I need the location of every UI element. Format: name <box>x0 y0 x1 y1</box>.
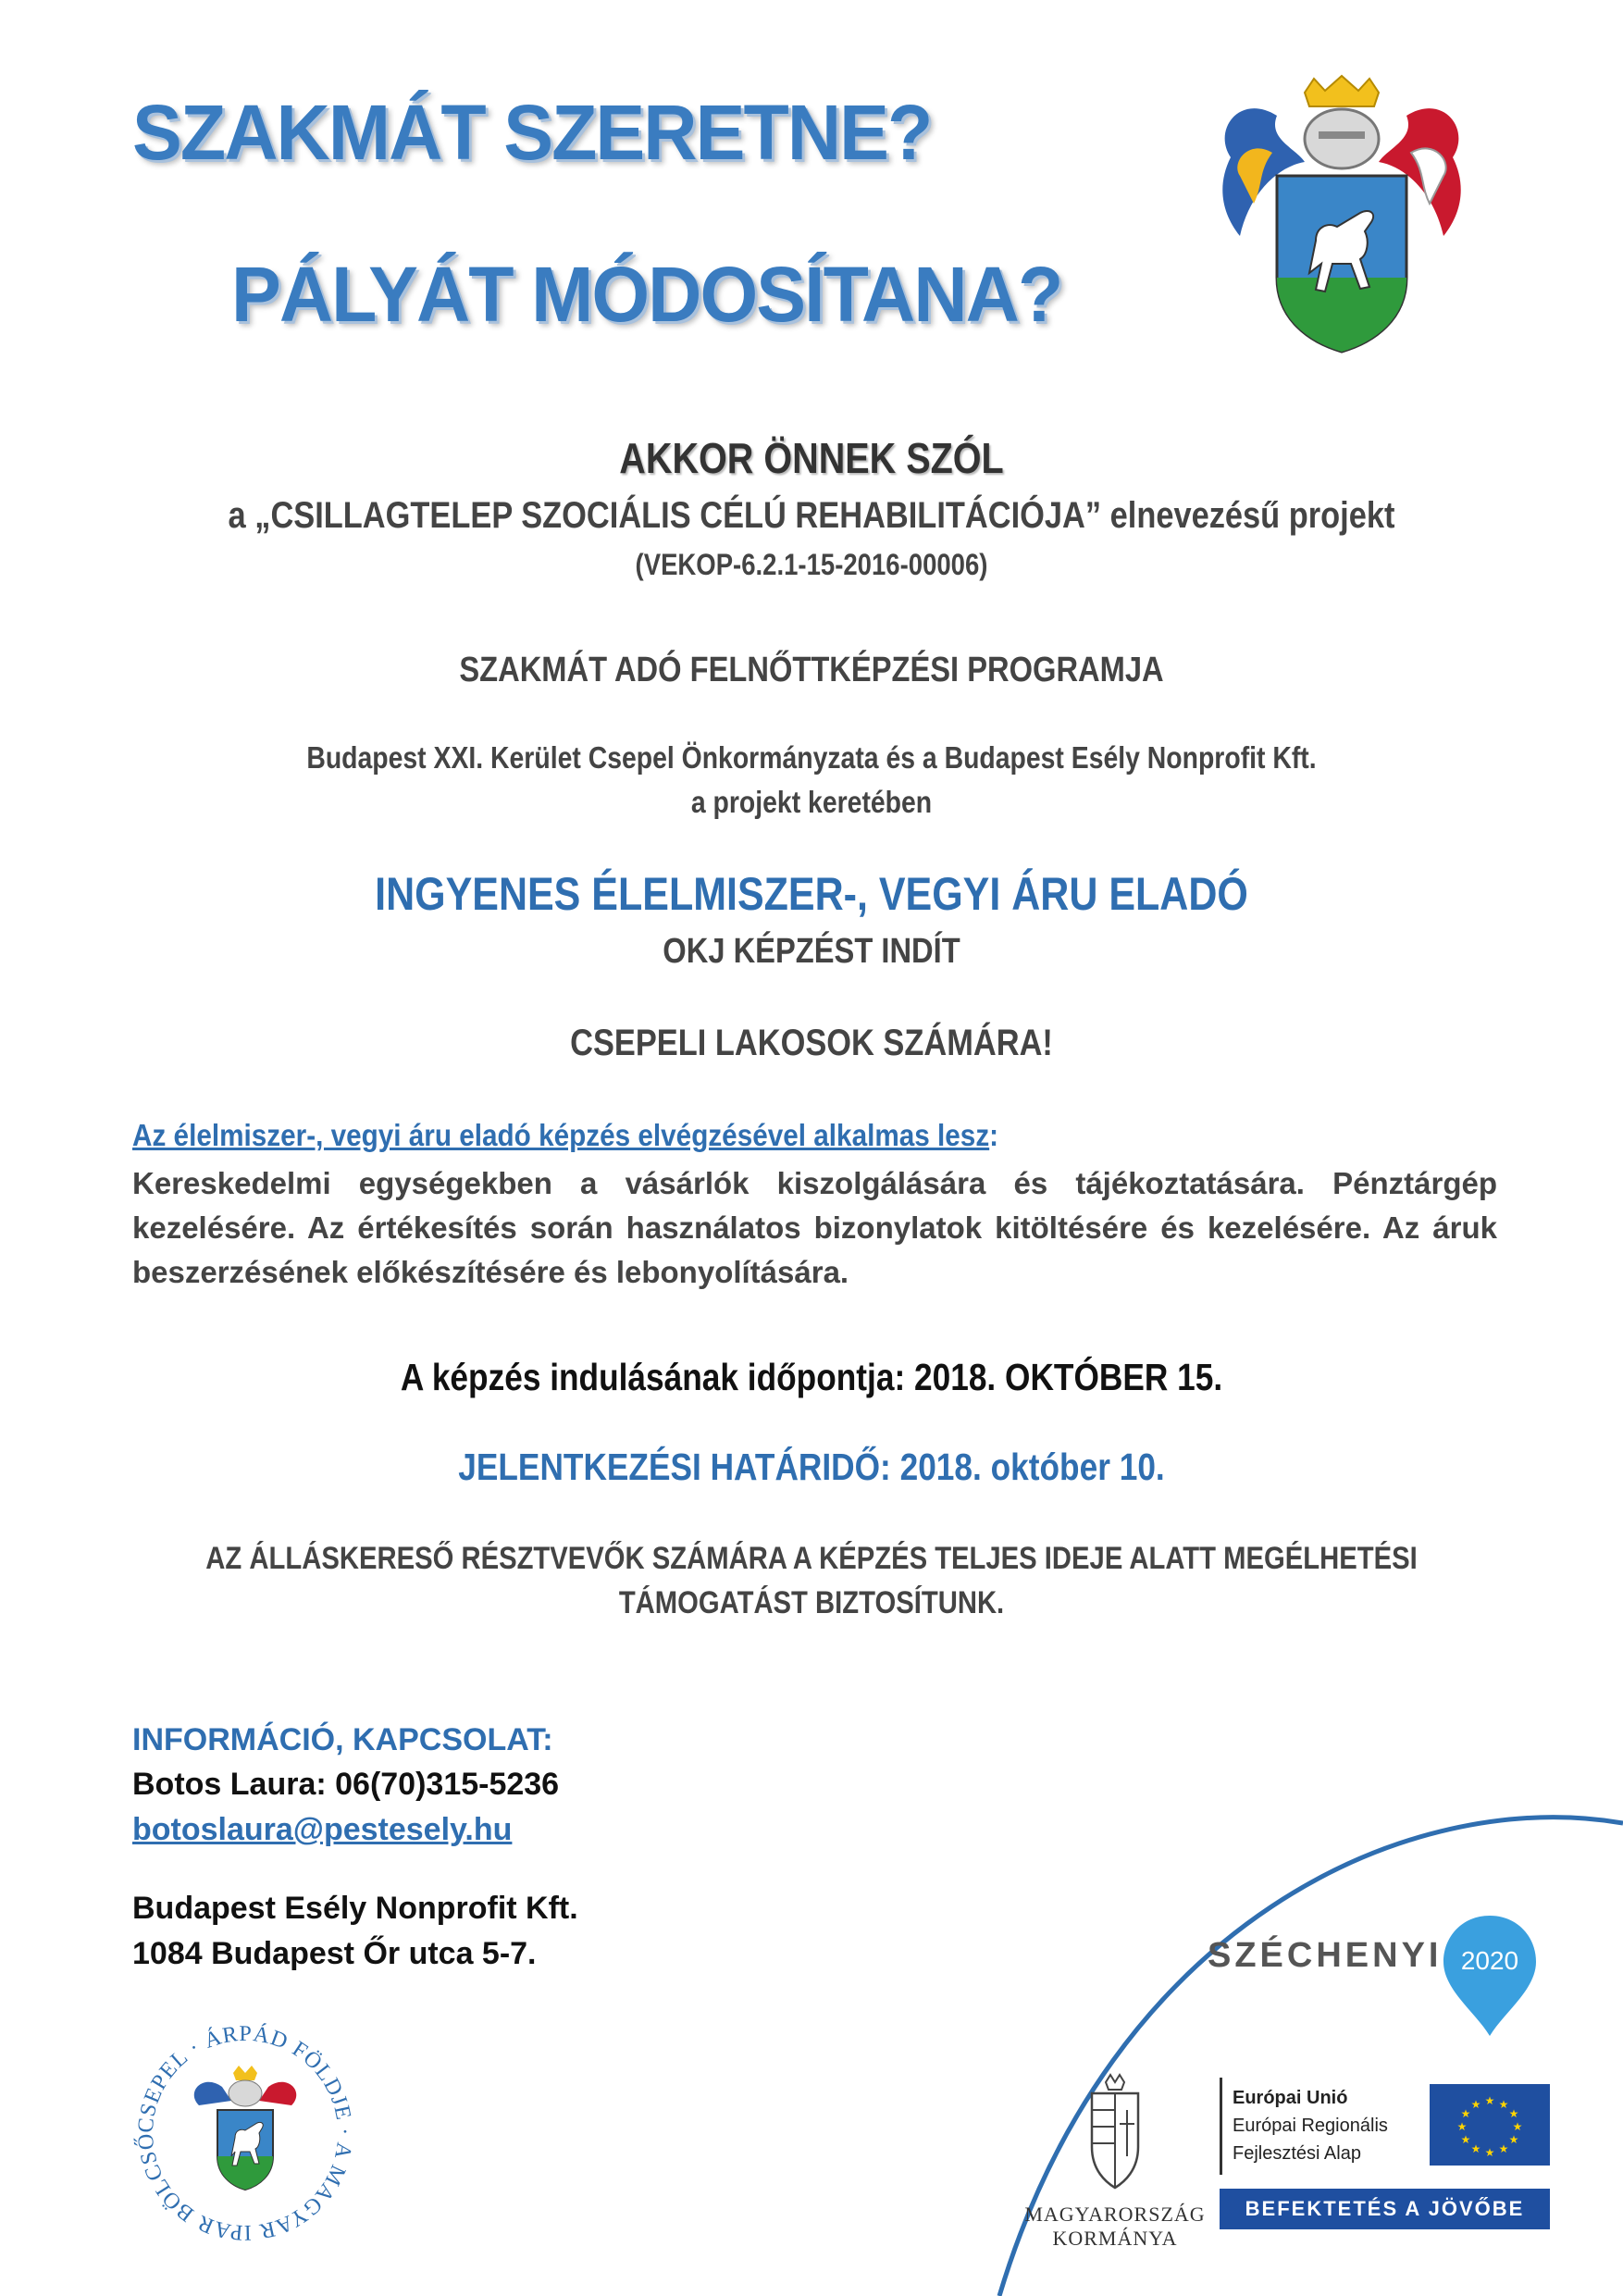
szechenyi-year: 2020 <box>1460 1946 1519 1975</box>
eu-text-block <box>1233 2084 1388 2167</box>
support-line-1: AZ ÁLLÁSKERESŐ RÉSZTVEVŐK SZÁMÁRA A KÉPZÉS TELJES IDEJE ALATT MEGÉLHETÉSI <box>205 1541 1418 1576</box>
support-line-2: TÁMOGATÁST BIZTOSÍTUNK. <box>618 1585 1005 1620</box>
contact-organisation: Budapest Esély Nonprofit Kft. <box>132 1891 578 1926</box>
csepel-round-logo-icon <box>130 2017 361 2249</box>
eu-label-line-1: Európai Unió <box>1233 2088 1348 2108</box>
eu-stars-icon <box>1430 2084 1550 2166</box>
start-date: A képzés indulásának időpontja: 2018. OKTÓBER 15. <box>400 1356 1223 1398</box>
csepel-round-logo <box>130 2017 361 2249</box>
contact-email-link[interactable]: botoslaura@pestesely.hu <box>132 1812 513 1847</box>
headline-line-1: SZAKMÁT SZERETNE? <box>132 89 932 176</box>
svg-text:★: ★ <box>1460 2133 1471 2146</box>
project-name: a „CSILLAGTELEP SZOCIÁLIS CÉLÚ REHABILITÁCIÓJA” elnevezésű projekt <box>228 495 1395 536</box>
course-title: INGYENES ÉLELMISZER-, VEGYI ÁRU ELADÓ <box>375 868 1248 920</box>
svg-text:★: ★ <box>1470 2098 1481 2111</box>
svg-text:★: ★ <box>1498 2142 1509 2155</box>
szechenyi-label: SZÉCHENYI <box>1208 1936 1443 1975</box>
akkor-onnek-szol: AKKOR ÖNNEK SZÓL <box>619 434 1004 482</box>
szechenyi-2020-badge <box>1439 1911 1541 2041</box>
organisers-line-1: Budapest XXI. Kerület Csepel Önkormányzata és a Budapest Esély Nonprofit Kft. <box>306 740 1317 775</box>
eu-banner: BEFEKTETÉS A JÖVŐBE <box>1220 2189 1550 2229</box>
okj-line: OKJ KÉPZÉST INDÍT <box>663 932 960 971</box>
government-label-line-1: MAGYARORSZÁG <box>1024 2203 1206 2226</box>
svg-text:★: ★ <box>1498 2098 1509 2111</box>
svg-text:★: ★ <box>1508 2133 1519 2146</box>
skills-paragraph: Kereskedelmi egységekben a vásárlók kiszolgálására és tájékoztatására. Pénztárgép kezelésére. Az értékesítés során használatos bizonylatok kitöltésére és kezelésére. Az áruk beszerzésének előkészítésére és lebonyolítására. <box>132 1166 1497 1289</box>
eu-divider <box>1220 2078 1222 2175</box>
eu-flag <box>1430 2084 1550 2166</box>
audience-line: CSEPELI LAKOSOK SZÁMÁRA! <box>570 1023 1053 1063</box>
application-deadline: JELENTKEZÉSI HATÁRIDŐ: 2018. október 10. <box>458 1446 1165 1488</box>
program-title: SZAKMÁT ADÓ FELNŐTTKÉPZÉSI PROGRAMJA <box>459 651 1164 689</box>
eu-label-line-2: Európai Regionális <box>1233 2116 1388 2136</box>
svg-text:★: ★ <box>1470 2142 1481 2155</box>
headline-line-2: PÁLYÁT MÓDOSÍTANA? <box>231 251 1062 338</box>
government-label <box>1018 2203 1212 2251</box>
hungary-coat-of-arms-icon <box>1073 2073 1157 2193</box>
contact-address: 1084 Budapest Őr utca 5-7. <box>132 1936 537 1971</box>
csepel-ring-text: CSEPEL · ÁRPÁD FÖLDJE · A MAGYAR IPAR BÖLCSŐ <box>133 2021 357 2245</box>
svg-text:★: ★ <box>1484 2094 1495 2107</box>
svg-text:★: ★ <box>1460 2107 1471 2120</box>
svg-text:★: ★ <box>1484 2146 1495 2159</box>
government-label-line-2: KORMÁNYA <box>1052 2227 1178 2250</box>
svg-text:★: ★ <box>1512 2120 1523 2133</box>
eu-label-line-3: Fejlesztési Alap <box>1233 2143 1361 2164</box>
location-pin-icon <box>1439 1911 1541 2041</box>
csepel-coat-of-arms-icon <box>1212 74 1471 361</box>
project-code: (VEKOP-6.2.1-15-2016-00006) <box>635 548 988 581</box>
contact-heading: INFORMÁCIÓ, KAPCSOLAT: <box>132 1722 553 1757</box>
svg-text:★: ★ <box>1508 2107 1519 2120</box>
svg-text:★: ★ <box>1456 2120 1468 2133</box>
organisers-line-2: a projekt keretében <box>690 785 933 819</box>
contact-person: Botos Laura: 06(70)315-5236 <box>132 1767 560 1802</box>
skills-heading: Az élelmiszer-, vegyi áru eladó képzés elvégzésével alkalmas lesz: <box>132 1118 999 1152</box>
